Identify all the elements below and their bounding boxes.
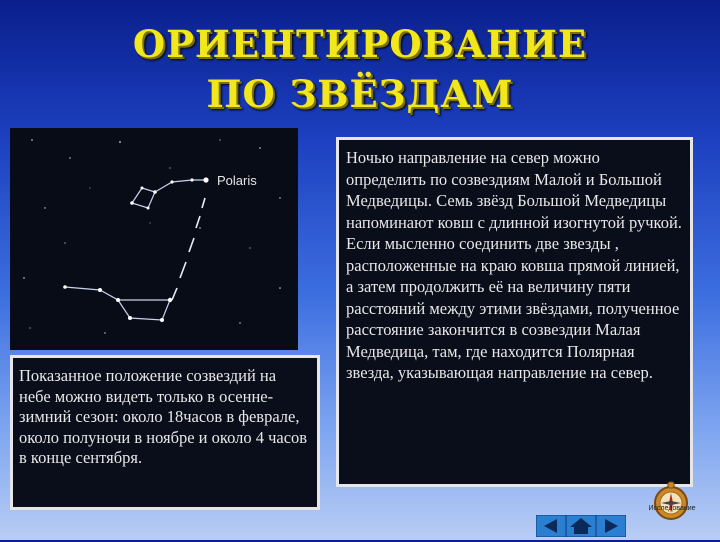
big-dipper-lines [65, 287, 170, 320]
arrow-right-icon[interactable] [596, 515, 626, 537]
arrow-left-icon[interactable] [536, 515, 566, 537]
slide-title-line2: ПО ЗВЁЗДАМ [206, 72, 514, 116]
background-stars [23, 139, 281, 334]
explanation-text: Ночью направление на север можно определить по созвездиям Малой и Большой Медведицы. Семь звёзд Большой Медведицы напоминают ковш с длинной изогнутой ручкой. Если мысленно соединить две звезды , расположенные на краю ковша прямой линией, а затем продолжить её на величину пяти расстояний между этими звёздами, полученное расстояние закончится в созвездии Малая Медведица, там, где находится Полярная звезда, указывающая направление на север. [346, 148, 682, 382]
compass-label: Исследование [648, 505, 696, 512]
polaris-label: Polaris [217, 173, 257, 188]
constellation-image [10, 128, 298, 350]
home-icon[interactable] [566, 515, 596, 537]
compass-icon[interactable] [651, 479, 691, 521]
season-note-text: Показанное положение созвездий на небе можно видеть только в осенне-зимний сезон: около 18часов в феврале, около полуночи в ноябре и около 4 часов в конце сентября. [19, 366, 308, 467]
little-dipper-lines [132, 180, 206, 208]
season-note-box [10, 355, 320, 510]
constellation-svg [10, 128, 298, 350]
slide-title-line1: ОРИЕНТИРОВАНИЕ [132, 22, 588, 66]
explanation-box [336, 137, 693, 487]
pointer-dashed-line [172, 198, 205, 300]
